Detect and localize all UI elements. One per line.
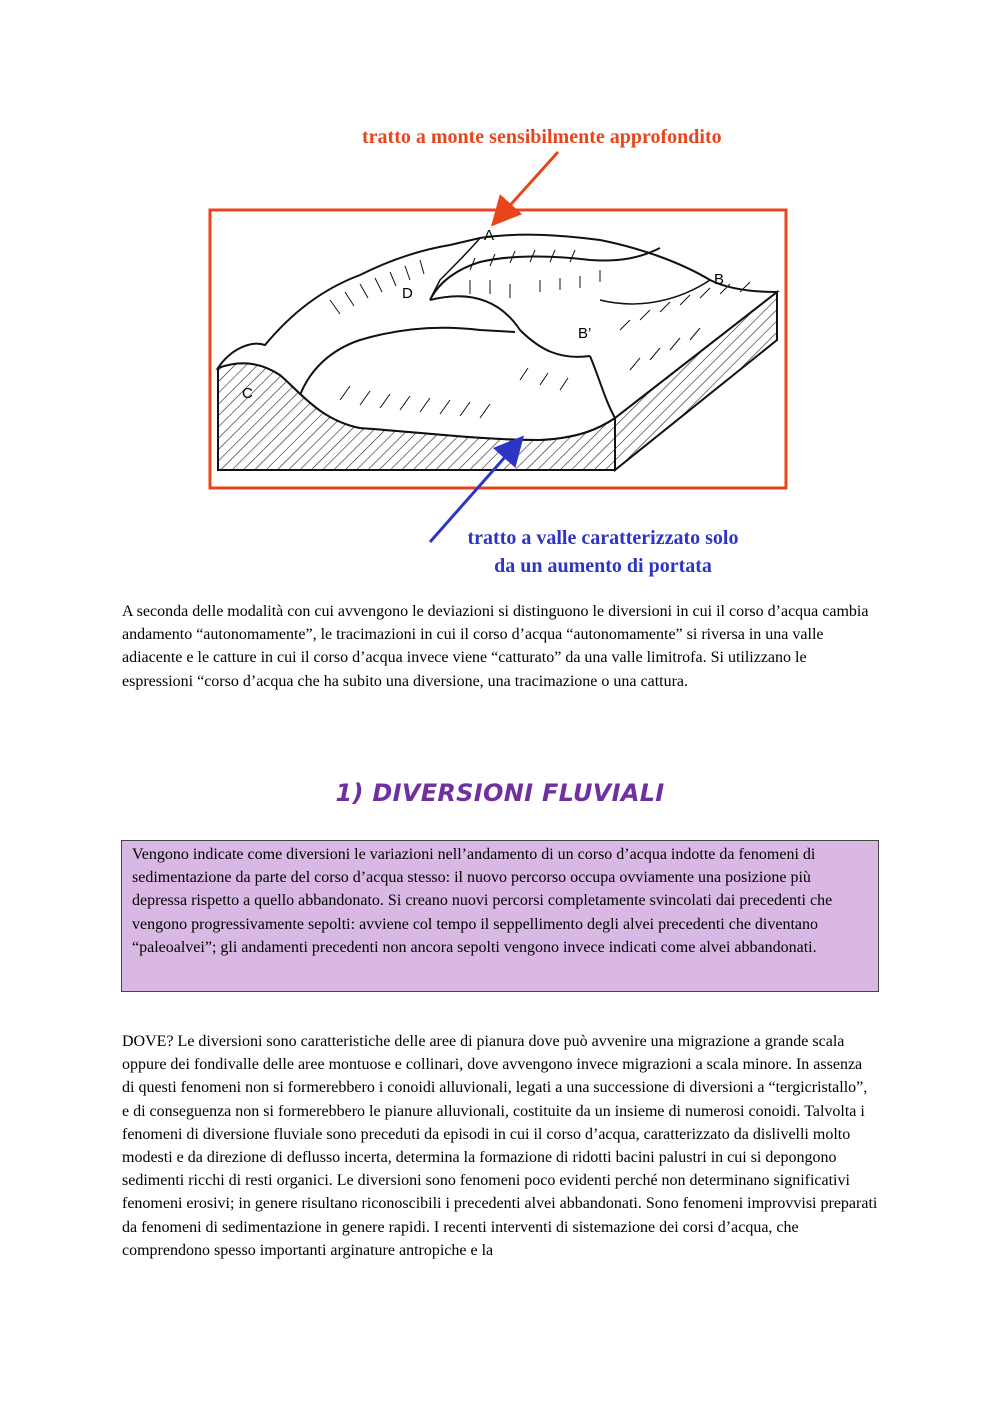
downstream-caption-line2: da un aumento di portata [494, 555, 712, 577]
point-label-b: B [714, 271, 725, 288]
definition-box [121, 840, 879, 992]
downstream-caption-line1: tratto a valle caratterizzato solo [467, 527, 739, 549]
definition-text: Vengono indicate come diversioni le variazioni nell’andamento di un corso d’acqua indotte da fenomeni di sedimentazione da parte del corso d’acqua stesso: il nuovo percorso occupa ovviamente una posizione più depressa rispetto a quello abbandonato. Si creano nuovi percorsi completamente svincolati dai precedenti che vengono progressivamente sepolti: avviene col tempo il seppellimento degli alvei precedenti che diventano “paleoalvei”; gli andamenti precedenti non ancora sepolti vengono invece indicati come alvei abbandonati. [132, 846, 833, 956]
block-diagram-figure [0, 0, 1000, 590]
upstream-caption: tratto a monte sensibilmente approfondito [362, 126, 722, 148]
dove-paragraph: DOVE? Le diversioni sono caratteristiche delle aree di pianura dove può avvenire una migrazione a grande scala oppure dei fondivalle delle aree montuose e collinari, dove avvengono invece migrazioni a scala minore. In assenza di questi fenomeni non si formerebbero i conoidi alluvionali, legati a una successione di diversioni a “tergicristallo”, e di conseguenza non si formerebbero le pianure alluvionali, costituite da un insieme di numerosi conoidi. Talvolta i fenomeni di diversione fluviale sono preceduti da episodi in cui il corso d’acqua, caratterizzato da dislivelli molto modesti e da direzione di deflusso incerta, determina la formazione di ridotti bacini palustri in cui si depongono sedimenti ricchi di resti organici. Le diversioni sono fenomeni poco evidenti perché non determinano significativi fenomeni erosivi; in genere risultano riconoscibili i precedenti alvei abbandonati. Sono fenomeni improvvisi preparati da fenomeni di sedimentazione in genere rapidi. I recenti interventi di sistemazione dei corsi d’acqua, che comprendono spesso importanti arginature antropiche e la [122, 1033, 878, 1259]
point-label-d: D [402, 285, 413, 302]
section-title: 1) DIVERSIONI FLUVIALI [335, 779, 665, 807]
intro-paragraph: A seconda delle modalità con cui avvengono le deviazioni si distinguono le diversioni in cui il corso d’acqua cambia andamento “autonomamente”, le tracimazioni in cui il corso d’acqua “autonomamente” si riversa in una valle adiacente e le catture in cui il corso d’acqua invece viene “catturato” da una valle limitrofa. Si utilizzano le espressioni “corso d’acqua che ha subito una diversione, una tracimazione o una cattura. [122, 603, 869, 690]
downstream-caption [438, 524, 768, 580]
point-label-b-prime: B’ [578, 325, 592, 342]
block-diagram-illustration [0, 0, 1000, 590]
point-label-c: C [242, 385, 253, 402]
point-label-a: A [484, 227, 495, 244]
